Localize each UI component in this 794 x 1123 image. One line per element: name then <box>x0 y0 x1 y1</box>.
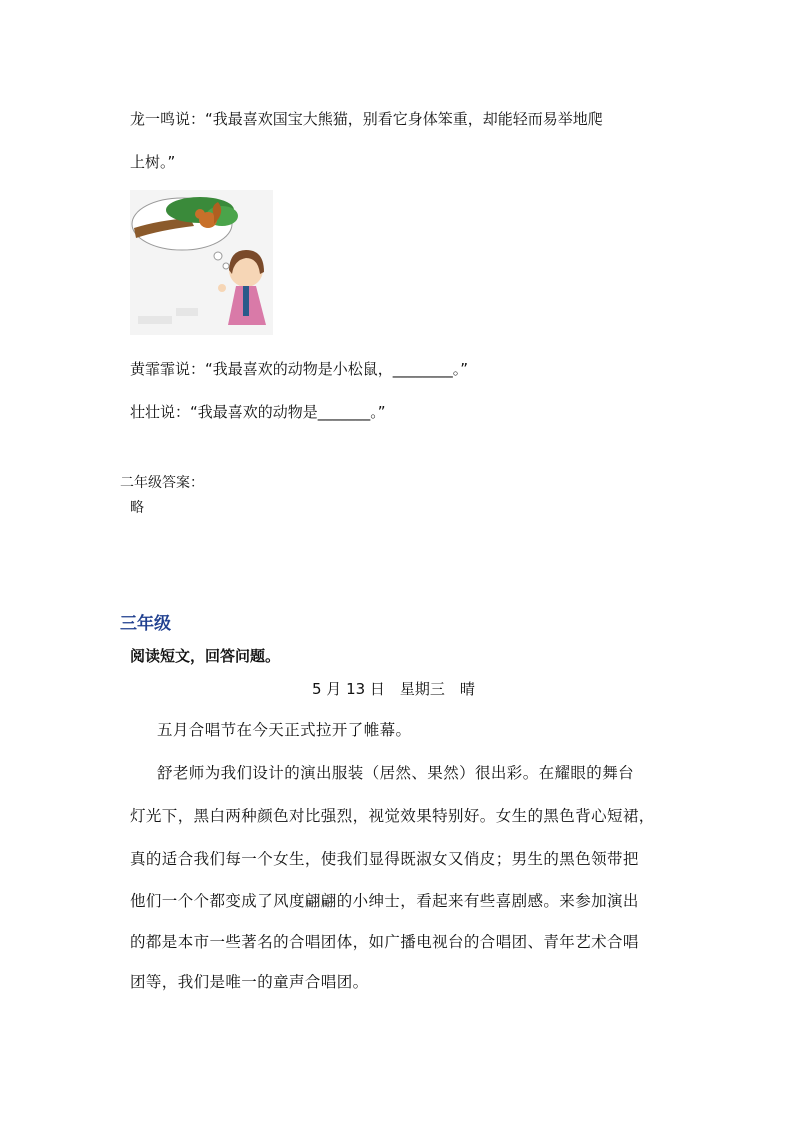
paragraph-line: 灯光下，黑白两种颜色对比强烈，视觉效果特别好。女生的黑色背心短裙， <box>130 807 655 825</box>
paragraph-line: 团等，我们是唯一的童声合唱团。 <box>130 973 369 991</box>
diary-date-line: 5 月 13 日 星期三 晴 <box>312 680 475 698</box>
dialogue-line-4: 壮壮说：“我最喜欢的动物是_______。” <box>130 403 386 421</box>
grade2-answer-text: 略 <box>130 500 144 516</box>
dialogue-line-2: 上树。” <box>130 153 176 171</box>
paragraph-line: 舒老师为我们设计的演出服装（居然、果然）很出彩。在耀眼的舞台 <box>157 764 635 782</box>
dialogue-line-3: 黄霏霏说：“我最喜欢的动物是小松鼠，________。” <box>130 360 469 378</box>
paragraph-line: 五月合唱节在今天正式拉开了帷幕。 <box>157 721 412 739</box>
grade2-answer-label: 二年级答案： <box>120 475 204 491</box>
squirrel-thought-illustration <box>130 190 273 335</box>
paragraph-line: 的都是本市一些著名的合唱团体，如广播电视台的合唱团、青年艺术合唱 <box>130 933 639 951</box>
reading-instruction: 阅读短文，回答问题。 <box>130 647 281 665</box>
grade3-heading: 三年级 <box>120 614 171 634</box>
paragraph-line: 他们一个个都变成了风度翩翩的小绅士，看起来有些喜剧感。来参加演出 <box>130 892 639 910</box>
dialogue-line-1: 龙一鸣说：“我最喜欢国宝大熊猫，别看它身体笨重，却能轻而易举地爬 <box>130 110 603 128</box>
paragraph-line: 真的适合我们每一个女生，使我们显得既淑女又俏皮；男生的黑色领带把 <box>130 850 639 868</box>
